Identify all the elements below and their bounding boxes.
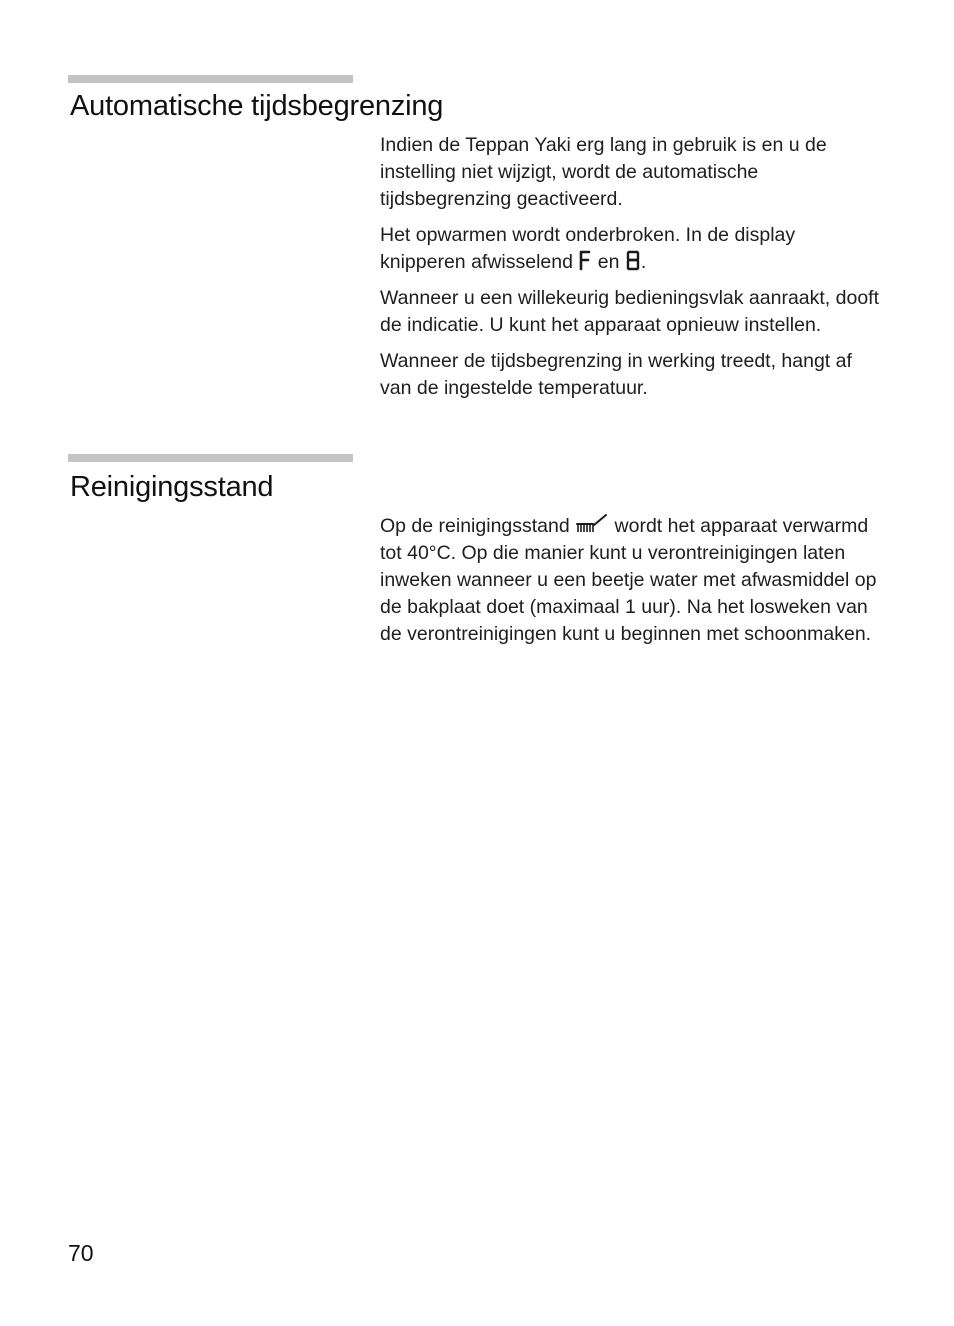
page-number: 70 [68, 1240, 94, 1266]
display-symbol-f-icon [578, 249, 592, 271]
cleaning-brush-icon [575, 513, 609, 535]
paragraph-interruption-text-c: . [640, 251, 647, 273]
paragraph-temperature-dependence: Wanneer de tijdsbegrenzing in werking treedt, hangt af van de ingestelde temperatuur. [380, 350, 852, 399]
paragraph-interruption-text-b: en [592, 251, 625, 273]
paragraph-cleaning-mode [380, 513, 880, 648]
display-symbol-8-icon [625, 249, 641, 271]
paragraph-cleaning-mode-text-b: wordt het apparaat verwarmd tot 40°C. Op die manier kunt u verontreinigingen laten inweken wanneer u een beetje water met afwasmiddel op de bakplaat doet (maximaal 1 uur). Na het losweken van de verontreinigingen kunt u beginnen met schoonmaken. [380, 515, 877, 645]
paragraph-interruption [380, 222, 880, 276]
paragraph-activation: Indien de Teppan Yaki erg lang in gebruik is en u de instelling niet wijzigt, wordt de automatische tijdsbegrenzing geactiveerd. [380, 134, 827, 210]
paragraph-cleaning-mode-text-a: Op de reinigingsstand [380, 515, 576, 537]
section-title-reinigingsstand: Reinigingsstand [70, 471, 274, 503]
section-title-automatische-tijdsbegrenzing: Automatische tijdsbegrenzing [70, 90, 444, 122]
paragraph-interruption-text-a: Het opwarmen wordt onderbroken. In de display knipperen afwisselend [380, 224, 796, 273]
section-body-automatische-tijdsbegrenzing [380, 132, 880, 411]
section-divider-2 [68, 454, 353, 462]
section-divider-1 [68, 75, 353, 83]
section-body-reinigingsstand [380, 513, 880, 657]
paragraph-reset: Wanneer u een willekeurig bedieningsvlak aanraakt, dooft de indicatie. U kunt het apparaat opnieuw instellen. [380, 287, 880, 336]
